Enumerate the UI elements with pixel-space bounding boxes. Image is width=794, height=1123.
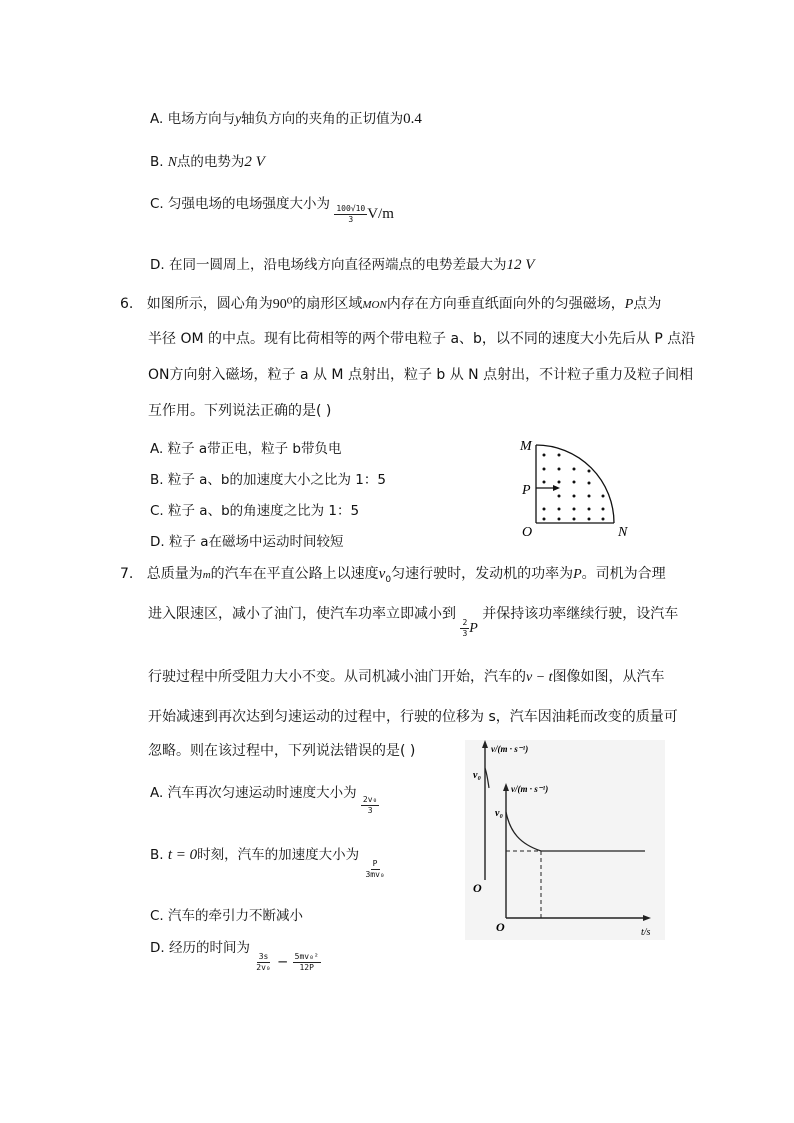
q7-line-3: 行驶过程中所受阻力大小不变。从司机减小油门开始，汽车的v − t图像如图，从汽车	[148, 669, 665, 685]
q7-option-a	[150, 781, 379, 815]
x-axis-label: t/s	[641, 927, 651, 938]
inner-v0-label: v₀	[495, 808, 503, 819]
q6-line-3: ON方向射入磁场，粒子 a 从 M 点射出，粒子 b 从 N 点射出，不计粒子重力及粒子间相	[148, 367, 694, 383]
q7-two-thirds: $\frac{2}{3}$	[462, 617, 468, 638]
q5-option-a-var: y	[235, 111, 242, 126]
q5-option-c	[150, 192, 394, 224]
q7-line-4: 开始减速到再次达到匀速运动的过程中，行驶的位移为 s，汽车因油耗而改变的质量可	[148, 709, 678, 725]
outer-origin-label: O	[473, 881, 482, 895]
q5-option-a	[150, 107, 422, 128]
arc-mn	[536, 445, 614, 523]
q6-line-1: 6. 如图所示，圆心角为90⁰的扇形区域MON内存在方向垂直纸面向外的匀强磁场，P点为	[120, 296, 662, 312]
q5-option-a-text2: 轴负方向的夹角的正切值为	[241, 111, 404, 127]
q6-option-c: C. 粒子 a、b的角速度之比为 1：5	[150, 503, 360, 519]
q5-option-a-text: A. 电场方向与	[150, 111, 236, 127]
q7-number: 7.	[120, 566, 134, 582]
q6-option-d: D. 粒子 a在磁场中运动时间较短	[150, 534, 344, 550]
q5-option-c-fraction: $\frac{100√10}{3}$	[336, 203, 366, 224]
inner-y-label: v/(m · s⁻¹)	[511, 784, 549, 794]
q5-option-c-text: C. 匀强电场的电场强度大小为	[150, 196, 331, 212]
q7-line-1: 7. 总质量为m的汽车在平直公路上以速度$v_0$匀速行驶时，发动机的功率为P。司机为合理	[120, 566, 666, 585]
q7-option-d: D. 经历的时间为 $\frac{3s}{\text{2v₀}}$ − $\frac{\text{5mv₀²}}{12P}$	[150, 940, 319, 972]
q6-line-4: 互作用。下列说法正确的是( )	[148, 403, 332, 419]
q5-option-d	[150, 253, 534, 274]
q5-option-a-value: 0.4	[403, 111, 422, 127]
label-m: M	[520, 439, 532, 454]
q7-option-a-fraction: $\frac{\text{2v₀}}{3}$	[362, 794, 378, 815]
field-dots	[543, 454, 605, 521]
q7-option-b-text: 时刻，汽车的加速度大小为	[197, 847, 360, 863]
q7-option-d-fraction-1: $\frac{3s}{\text{2v₀}}$	[256, 951, 271, 972]
q5-option-b-label: B.	[150, 154, 164, 170]
q7-option-b: B. t = 0时刻，汽车的加速度大小为 $\frac{P}{\text{3mv₀}}$	[150, 847, 385, 879]
q6-sector-figure	[512, 430, 642, 540]
q7-option-c: C. 汽车的牵引力不断减小	[150, 908, 304, 924]
label-p: P	[522, 483, 531, 498]
q5-option-b	[150, 150, 265, 171]
q5-option-c-unit: V/m	[367, 206, 394, 222]
arrow-head	[553, 485, 560, 491]
q5-option-d-text: D. 在同一圆周上，沿电场线方向直径两端点的电势差最大为	[150, 257, 507, 273]
q6-number: 6.	[120, 296, 134, 312]
q7-vt-graph	[465, 740, 665, 940]
q7-option-b-fraction: $\frac{P}{\text{3mv₀}}$	[365, 858, 385, 879]
outer-v0-label: v₀	[473, 770, 481, 781]
q7-line-2: 进入限速区，减小了油门，使汽车功率立即减小到 $\frac{2}{3}$ P 并保持该功率继续行驶，设汽车	[148, 606, 679, 638]
q5-option-b-var: N	[167, 154, 177, 169]
outer-y-label: v/(m · s⁻¹)	[491, 744, 529, 754]
q7-option-b-label: B.	[150, 847, 164, 863]
q7-option-d-text: D. 经历的时间为	[150, 940, 250, 956]
q7-line-5: 忽略。则在该过程中，下列说法错误的是( )	[148, 743, 416, 759]
q7-option-a-text: A. 汽车再次匀速运动时速度大小为	[150, 785, 357, 801]
q5-option-b-text: 点的电势为	[176, 154, 245, 170]
label-o: O	[522, 525, 533, 540]
inner-origin-label: O	[496, 920, 505, 934]
q5-option-d-value: 12 V	[506, 257, 535, 273]
q6-line-2: 半径 OM 的中点。现有比荷相等的两个带电粒子 a、b，以不同的速度大小先后从 P 点沿	[148, 331, 696, 347]
q6-option-b: B. 粒子 a、b的加速度大小之比为 1：5	[150, 472, 386, 488]
q7-option-d-fraction-2: $\frac{\text{5mv₀²}}{12P}$	[294, 951, 319, 972]
q6-option-a: A. 粒子 a带正电，粒子 b带负电	[150, 441, 342, 457]
q5-option-b-value: 2 V	[244, 154, 265, 170]
label-n: N	[618, 525, 628, 540]
